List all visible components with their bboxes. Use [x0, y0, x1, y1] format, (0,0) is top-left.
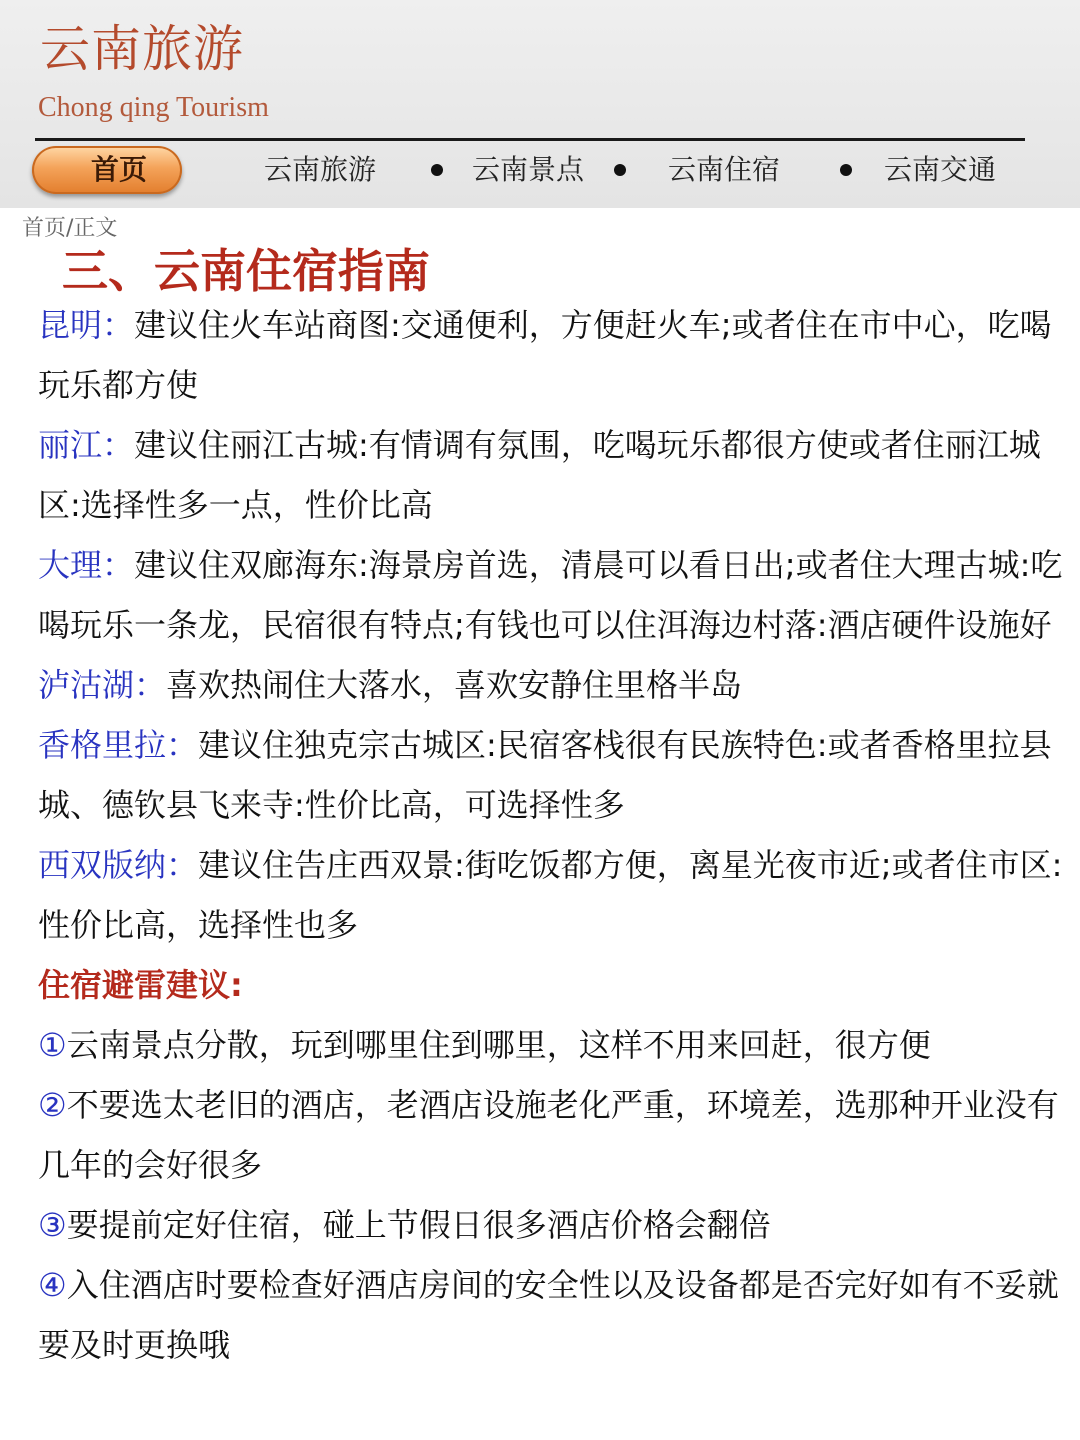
tip-text: 云南景点分散，玩到哪里住到哪里，这样不用来回赶，很方便: [66, 1026, 931, 1064]
section-text: 建议住丽江古城:有情调有氛围，吃喝玩乐都很方使或者住丽江城区:选择性多一点，性价比高: [38, 426, 1041, 524]
section-text: 建议住告庄西双景:街吃饭都方便，离星光夜市近;或者住市区:性价比高，选择性也多: [38, 846, 1063, 944]
section-xishuangbanna: [38, 835, 1074, 955]
header-divider: [35, 138, 1025, 141]
nav-item-yunnan-lodging[interactable]: 云南住宿: [668, 153, 781, 186]
tip-item: [38, 1195, 1074, 1255]
section-label: 泸沽湖：: [38, 666, 167, 704]
section-label: 昆明：: [38, 306, 135, 344]
section-shangri-la: [38, 715, 1074, 835]
page-title: 三、云南住宿指南: [62, 244, 430, 298]
tip-number: ①: [38, 1026, 67, 1064]
nav-item-yunnan-sights[interactable]: 云南景点: [472, 153, 585, 186]
section-lijiang: [38, 415, 1074, 535]
nav-separator-dot: [431, 164, 443, 176]
section-text: 建议住双廊海东:海景房首选，清晨可以看日出;或者住大理古城:吃喝玩乐一条龙，民宿很有特点;有钱也可以住洱海边村落:酒店硬件设施好: [38, 546, 1063, 644]
nav-separator-dot: [840, 164, 852, 176]
tip-number: ③: [38, 1206, 67, 1244]
section-label: 西双版纳：: [38, 846, 199, 884]
breadcrumb[interactable]: 首页/正文: [22, 216, 118, 241]
tip-text: 不要选太老旧的酒店，老酒店设施老化严重，环境差，选那种开业没有几年的会好很多: [38, 1086, 1059, 1184]
section-label: 大理：: [38, 546, 135, 584]
tip-number: ②: [38, 1086, 67, 1124]
tip-item: [38, 1255, 1074, 1375]
tips-heading: 住宿避雷建议:: [38, 966, 243, 1004]
section-lugu-lake: [38, 655, 1074, 715]
site-header: [0, 0, 1080, 208]
tip-item: [38, 1075, 1074, 1195]
tip-item: [38, 1015, 1074, 1075]
home-button[interactable]: 首页: [32, 146, 182, 194]
section-text: 建议住独克宗古城区:民宿客栈很有民族特色:或者香格里拉县城、德钦县飞来寺:性价比高，可选择性多: [38, 726, 1052, 824]
section-dali: [38, 535, 1074, 655]
nav-item-yunnan-travel[interactable]: 云南旅游: [264, 153, 377, 186]
nav-separator-dot: [614, 164, 626, 176]
section-text: 建议住火车站商图:交通便利，方便赶火车;或者住在市中心，吃喝玩乐都方使: [38, 306, 1052, 404]
article-body: [38, 295, 1074, 1375]
section-kunming: [38, 295, 1074, 415]
nav-item-yunnan-transport[interactable]: 云南交通: [884, 153, 997, 186]
site-subtitle: Chong qing Tourism: [38, 92, 269, 123]
section-label: 丽江：: [38, 426, 135, 464]
tip-text: 要提前定好住宿，碰上节假日很多酒店价格会翻倍: [66, 1206, 771, 1244]
section-text: 喜欢热闹住大落水，喜欢安静住里格半岛: [166, 666, 743, 704]
tip-number: ④: [38, 1266, 67, 1304]
site-title: 云南旅游: [40, 20, 244, 78]
tip-text: 入住酒店时要检查好酒店房间的安全性以及设备都是否完好如有不妥就要及时更换哦: [38, 1266, 1059, 1364]
section-label: 香格里拉：: [38, 726, 199, 764]
